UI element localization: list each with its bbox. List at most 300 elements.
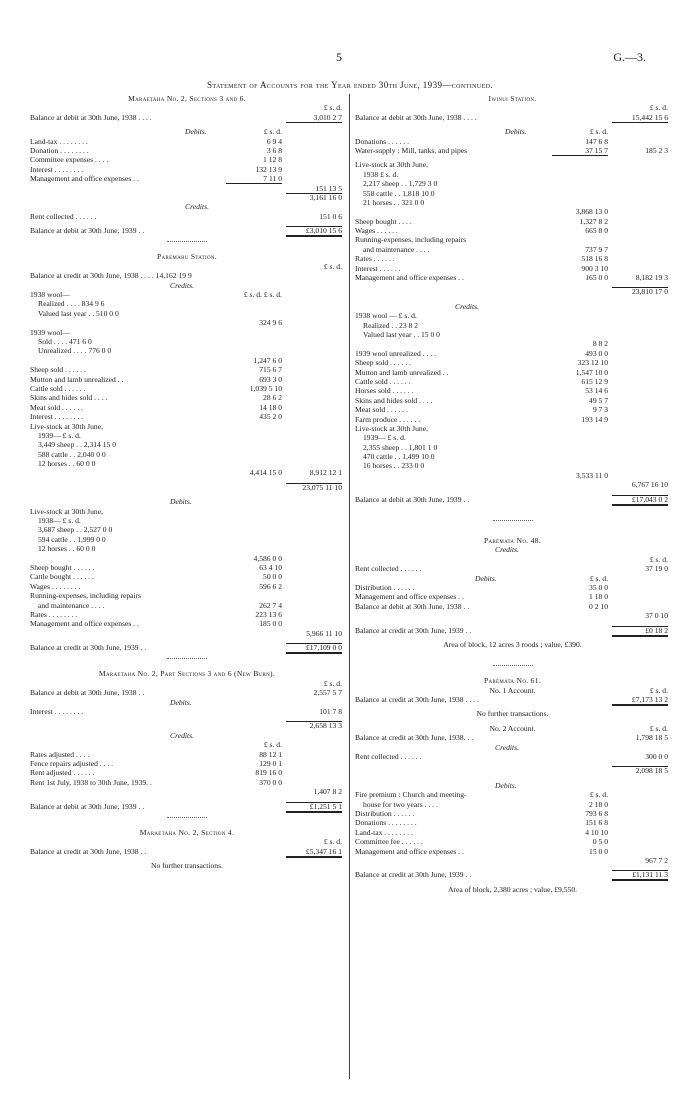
total-amount: 300 0 0 — [645, 752, 668, 762]
page-code: G.—3. — [613, 50, 646, 64]
ledger-row — [355, 127, 670, 136]
ledger-row — [355, 574, 670, 583]
total-amount: 185 2 3 — [645, 145, 668, 155]
ledger-row — [30, 174, 344, 183]
item-amount: 7 11 0 — [263, 174, 282, 184]
entry-label: Running-expenses, including repairs — [30, 591, 142, 601]
ledger-row — [355, 207, 670, 216]
ledger-row — [30, 356, 344, 365]
ledger-row — [355, 809, 670, 818]
item-amount: 1,547 10 0 — [575, 367, 608, 377]
entry-label: 558 cattle . . 1,818 10 0 — [363, 188, 435, 198]
ledger-row — [355, 828, 670, 837]
ledger-row — [355, 235, 670, 244]
total-amount: 101 7 8 — [319, 707, 342, 717]
item-amount: £ s. d. — [263, 127, 282, 137]
ledger-row — [30, 403, 344, 412]
item-amount: 737 9 7 — [585, 244, 608, 254]
item-amount: 324 9 6 — [259, 318, 282, 328]
item-amount: 4,586 0 0 — [253, 553, 282, 563]
account-heading: Maraetaha No. 2, Sections 3 and 6. — [128, 94, 246, 103]
ledger-row — [355, 405, 670, 414]
entry-label: Committee expenses . . . . — [30, 155, 109, 165]
total-amount: £0 18 2 — [645, 625, 668, 635]
ledger-row — [355, 837, 670, 846]
entry-label: Mutton and lamb unrealized . . — [30, 374, 124, 384]
double-rule — [286, 856, 342, 858]
ledger-row — [355, 179, 670, 188]
entry-label: 1938 wool— — [30, 290, 70, 300]
ledger-row — [355, 818, 670, 827]
ledger-row — [355, 396, 670, 405]
ledger-row — [30, 787, 344, 796]
double-rule — [612, 704, 668, 706]
ledger-row — [30, 516, 344, 525]
entry-label: Skins and hides sold . . . . — [30, 393, 108, 403]
item-amount: 665 8 0 — [585, 226, 608, 236]
item-amount: 3,533 11 0 — [576, 470, 608, 480]
ledger-row — [355, 189, 670, 198]
item-amount: 262 7 4 — [259, 600, 282, 610]
entry-label: Wages . . . . . . — [355, 226, 398, 236]
entry-label: 16 horses . . 233 0 0 — [363, 461, 425, 471]
ledger-row — [355, 386, 670, 395]
item-amount: 132 13 9 — [255, 164, 282, 174]
ledger-row — [355, 170, 670, 179]
entry-label: Sheep bought . . . . . . — [30, 562, 95, 572]
total-rule — [286, 122, 342, 123]
entry-label: Donations . . . . . . . . — [355, 818, 417, 828]
ledger-row — [30, 497, 344, 506]
ledger-row — [30, 507, 344, 516]
spacer — [355, 526, 670, 536]
total-rule — [286, 643, 342, 644]
ledger-row — [355, 330, 670, 339]
total-amount: 8,182 19 3 — [635, 273, 668, 283]
ledger-row — [30, 688, 344, 697]
item-amount: 151 6 8 — [585, 818, 608, 828]
ledger-row — [30, 629, 344, 638]
ledger-row — [30, 582, 344, 591]
total-amount: £ s. d. — [323, 103, 342, 113]
total-amount: 23,075 11 10 — [302, 482, 342, 492]
section-subheading: Debits. — [475, 573, 497, 583]
item-amount: £ s. d. — [589, 790, 608, 800]
entry-label: Distribution . . . . . . — [355, 809, 415, 818]
ledger-row — [355, 245, 670, 254]
ledger-row — [30, 554, 344, 563]
item-amount: 9 7 3 — [592, 405, 608, 415]
double-rule — [612, 635, 668, 637]
spacer — [355, 649, 670, 659]
total-rule — [612, 870, 668, 871]
ledger-row — [30, 184, 344, 193]
ledger-row — [355, 424, 670, 433]
item-amount: 165 0 0 — [585, 273, 608, 283]
total-amount: 3,161 16 0 — [309, 192, 342, 202]
double-rule — [612, 504, 668, 506]
section-subheading: Debits. — [170, 497, 192, 507]
entry-label: Donation . . . . . . . . — [30, 145, 89, 155]
ledger-row — [30, 384, 344, 393]
ledger-row — [30, 165, 344, 174]
ledger-row — [30, 731, 344, 740]
ledger-row — [355, 471, 670, 480]
section-subheading: Credits. — [170, 730, 194, 740]
ledger-row — [355, 349, 670, 358]
entry-label: Rent adjusted . . . . . . — [30, 768, 95, 778]
ledger-row — [30, 740, 344, 749]
entry-label: Management and office expenses . . — [30, 174, 139, 184]
entry-label: 594 cattle . . 1,999 0 0 — [38, 534, 106, 544]
item-amount: 37 15 7 — [585, 145, 608, 155]
item-amount: 1,247 6 0 — [253, 355, 282, 365]
total-rule — [612, 287, 668, 288]
ledger-row — [355, 480, 670, 489]
ledger-row — [30, 619, 344, 628]
entry-label: Live-stock at 30th June, — [30, 421, 103, 431]
statement-title: Statement of Accounts for the Year ended 30th June, 1939—continued. — [206, 80, 494, 90]
item-amount: 715 6 7 — [259, 365, 282, 375]
ledger-row — [30, 698, 344, 707]
ledger-row — [355, 311, 670, 320]
entry-label: Management and office expenses . . — [355, 273, 464, 283]
entry-label: Realized . . . . 834 9 6 — [38, 299, 105, 309]
entry-label: Cattle bought . . . . . . — [30, 572, 94, 582]
ledger-row — [30, 837, 344, 846]
ledger-row — [355, 461, 670, 470]
item-amount: 1,327 8 2 — [579, 216, 608, 226]
total-amount: 23,810 17 0 — [631, 287, 668, 297]
entry-label: Rent collected . . . . . . — [30, 211, 97, 221]
ledger-row — [30, 450, 344, 459]
ledger-row — [355, 443, 670, 452]
ledger-row — [30, 591, 344, 600]
ledger-row — [30, 271, 344, 280]
item-amount: 14 18 0 — [259, 402, 282, 412]
item-amount: 185 0 0 — [259, 619, 282, 629]
double-rule — [612, 879, 668, 881]
entry-label: Sheep sold . . . . . . — [30, 365, 86, 375]
entry-label: Distribution . . . . . . — [355, 582, 415, 592]
entry-label: and maintenance . . . . — [38, 600, 105, 610]
ledger-row — [30, 544, 344, 553]
entry-label: Farm produce . . . . . . — [355, 414, 421, 424]
ledger-row — [30, 750, 344, 759]
account-note: No. 1 Account. — [489, 685, 536, 695]
section-subheading: Debits. — [495, 780, 517, 790]
ledger-row — [30, 759, 344, 768]
entry-label: 2,355 sheep . . 1,801 1 0 — [363, 442, 438, 452]
total-amount: £17,043 0 2 — [631, 494, 668, 504]
section-subheading: Credits. — [185, 202, 209, 212]
total-amount: £1,131 11 3 — [632, 870, 668, 880]
item-amount: 49 5 7 — [589, 395, 608, 405]
left-column — [30, 94, 344, 871]
ledger-row — [355, 377, 670, 386]
entry-label: Balance at debit at 30th June, 1939 . . — [355, 494, 470, 504]
ledger-row — [30, 601, 344, 610]
ledger-row — [30, 281, 344, 290]
item-amount: £ s. d. — [589, 127, 608, 137]
currency-header: £ s. d. — [649, 724, 668, 734]
entry-label: 1939 wool— — [30, 327, 70, 337]
section-subheading: Debits. — [505, 127, 527, 137]
total-rule — [286, 226, 342, 227]
ledger-row — [355, 592, 670, 601]
section-separator — [30, 235, 344, 247]
ledger-row — [30, 155, 344, 164]
ledger-row — [30, 721, 344, 730]
ledger-row — [355, 452, 670, 461]
total-rule — [612, 766, 668, 767]
total-amount: £ s. d. — [649, 103, 668, 113]
item-amount: 0 5 0 — [592, 837, 608, 847]
page-number: 5 — [336, 50, 342, 64]
ledger-row — [30, 679, 344, 688]
ledger-row — [30, 137, 344, 146]
item-amount: 88 12 1 — [259, 749, 282, 759]
ledger-row — [30, 802, 344, 811]
item-amount: 4,414 15 0 — [249, 468, 282, 478]
item-amount: 129 0 1 — [259, 759, 282, 768]
entry-label: Cattle sold . . . . . . — [30, 383, 86, 393]
ledger-row — [30, 113, 344, 122]
ledger-row — [355, 781, 670, 790]
total-amount: 151 13 5 — [315, 183, 342, 193]
entry-label: Land-tax . . . . . . . . — [30, 136, 88, 146]
item-amount: 8 8 2 — [592, 339, 608, 349]
ledger-row — [355, 113, 670, 122]
item-amount: 900 3 10 — [581, 263, 608, 273]
ledger-row — [355, 273, 670, 282]
ledger-row — [355, 415, 670, 424]
account-note: No. 2 Account. — [489, 723, 536, 733]
ledger-row — [30, 202, 344, 211]
entry-label: Management and office expenses . . — [355, 592, 464, 602]
ledger-row — [30, 572, 344, 581]
ledger-row — [355, 103, 670, 112]
ledger-row — [355, 626, 670, 635]
item-amount: 63 4 10 — [259, 562, 282, 572]
ledger-row — [30, 337, 344, 346]
entry-label: 1938 £ s. d. — [363, 169, 399, 179]
entry-label: Rates . . . . . . — [355, 254, 395, 264]
ledger-row — [30, 346, 344, 355]
account-note: Area of block, 2,380 acres ; value, £9,550. — [447, 884, 578, 894]
item-amount: 819 16 0 — [255, 768, 282, 778]
entry-label: Rent collected . . . . . . — [355, 564, 422, 574]
ledger-row — [355, 495, 670, 504]
total-rule — [286, 483, 342, 484]
entry-label: Meat sold . . . . . . — [30, 402, 83, 412]
ledger-row — [30, 212, 344, 221]
section-subheading: Credits. — [455, 301, 479, 311]
ledger-row — [30, 127, 344, 136]
total-rule — [286, 193, 342, 194]
entry-label: Meat sold . . . . . . — [355, 405, 408, 415]
section-subheading: Debits. — [170, 697, 192, 707]
entry-label: Sheep sold . . . . . . — [355, 358, 411, 368]
ledger-row — [355, 302, 670, 311]
ledger-row — [30, 525, 344, 534]
entry-label: and maintenance . . . . — [363, 244, 430, 254]
total-amount: 8,912 12 1 — [309, 468, 342, 478]
ledger-row — [355, 611, 670, 620]
entry-label: Rent collected . . . . . . — [355, 752, 422, 762]
total-rule — [612, 122, 668, 123]
ledger-row — [30, 146, 344, 155]
right-column — [355, 94, 670, 894]
ledger-row — [355, 217, 670, 226]
entry-label: Rates . . . . . . . . — [30, 609, 78, 619]
section-subheading: Credits. — [495, 545, 519, 555]
entry-label: Donations . . . . . . — [355, 136, 409, 146]
ledger-row — [355, 146, 670, 155]
ledger-row — [30, 483, 344, 492]
ledger-row — [355, 254, 670, 263]
total-amount: £5,347 16 1 — [305, 846, 342, 856]
entry-label: Interest . . . . . . — [355, 263, 401, 273]
item-amount: 793 6 8 — [585, 809, 608, 818]
item-amount: 435 2 0 — [259, 412, 282, 422]
section-subheading: Debits. — [185, 127, 207, 137]
ledger-row — [355, 137, 670, 146]
ledger-row — [355, 743, 670, 752]
entry-label: 1938— £ s. d. — [38, 516, 81, 526]
ledger-row — [355, 545, 670, 554]
ledger-row — [30, 375, 344, 384]
item-amount: £ s. d. — [589, 573, 608, 583]
ledger-row — [30, 468, 344, 477]
entry-label: Fence repairs adjusted . . . . — [30, 759, 114, 768]
item-amount: 6 9 4 — [266, 136, 282, 146]
entry-label: Balance at debit at 30th June, 1938 . . . . — [30, 112, 152, 122]
section-separator — [355, 514, 670, 526]
total-rule — [286, 802, 342, 803]
ledger-row — [30, 193, 344, 202]
ledger-row — [355, 198, 670, 207]
section-separator — [30, 811, 344, 823]
ledger-row — [30, 610, 344, 619]
section-subheading: Credits. — [170, 280, 194, 290]
item-amount: 3,868 13 0 — [575, 207, 608, 217]
entry-label: 1938 wool — £ s. d. — [355, 311, 417, 321]
item-amount: 323 12 10 — [577, 358, 608, 368]
total-rule — [286, 721, 342, 722]
ledger-row — [30, 318, 344, 327]
ledger-row — [355, 433, 670, 442]
account-heading: Maraetaha No. 2, Section 4. — [139, 827, 235, 837]
ledger-row — [30, 412, 344, 421]
total-amount: £17,109 0 0 — [305, 643, 342, 653]
account-heading: Maraetaha No. 2, Part Sections 3 and 6 (New Burn). — [98, 669, 276, 679]
entry-label: Balance at credit at 30th June, 1938 . . . . — [355, 695, 479, 705]
item-amount: £ s. d. £ s. d. — [243, 290, 282, 300]
ledger-row — [355, 358, 670, 367]
entry-label: Realized . . 23 8 2 — [363, 320, 419, 330]
total-amount: £ s. d. — [323, 837, 342, 847]
entry-label: Management and office expenses . . — [355, 846, 464, 856]
entry-label: house for two years . . . . — [363, 799, 438, 809]
ledger-row — [355, 847, 670, 856]
ledger-row — [30, 299, 344, 308]
ledger-row — [355, 790, 670, 799]
ledger-row — [30, 768, 344, 777]
ledger-row — [355, 870, 670, 879]
ledger-row — [30, 290, 344, 299]
currency-header: £ s. d. — [649, 686, 668, 696]
entry-label: Interest . . . . . . . . — [30, 164, 84, 174]
ledger-row — [355, 583, 670, 592]
entry-label: 21 horses . . 321 0 0 — [363, 197, 425, 207]
entry-label: 2,217 sheep . . 1,729 3 0 — [363, 179, 438, 189]
entry-label: Running-expenses, including repairs — [355, 235, 467, 245]
account-note: Area of block, 12 acres 3 roods ; value, £390. — [443, 639, 582, 649]
item-amount: 147 6 8 — [585, 136, 608, 146]
total-amount: 5,966 11 10 — [306, 628, 342, 638]
item-amount: 3 6 8 — [266, 145, 282, 155]
total-amount: £3,010 15 6 — [305, 226, 342, 236]
item-amount: 693 3 0 — [259, 374, 282, 384]
account-heading: Parémata No. 61. — [483, 676, 542, 686]
entry-label: Horses sold . . . . . . — [355, 386, 414, 396]
entry-label: Balance at credit at 30th June, 1938 . . . . 14,162 19 9 — [30, 271, 192, 281]
total-amount: £1,251 5 1 — [309, 801, 342, 811]
entry-label: Sheep bought . . . . — [355, 216, 412, 226]
total-amount: 1,798 18 5 — [635, 733, 668, 743]
account-note: No further transactions. — [151, 861, 223, 871]
account-heading: Parémata No. 48. — [483, 536, 542, 546]
ledger-row — [30, 422, 344, 431]
ledger-row — [30, 535, 344, 544]
entry-label: Mutton and lamb unrealized . . — [355, 367, 449, 377]
entry-label: Balance at credit at 30th June, 1938. . . — [355, 733, 474, 743]
ledger-row — [355, 368, 670, 377]
ledger-row — [355, 766, 670, 775]
entry-label: Sold . . . . 471 6 0 — [38, 336, 92, 346]
account-heading: Paremaru Station. — [157, 252, 217, 262]
entry-label: Balance at credit at 30th June, 1939 . . — [30, 643, 147, 653]
item-amount: 0 2 10 — [589, 601, 608, 611]
total-amount: 2,658 13 3 — [309, 721, 342, 731]
entry-label: 1939 wool unrealized . . . . — [355, 348, 436, 358]
entry-label: Valued last year . . 15 0 0 — [363, 329, 440, 339]
total-amount: £ s. d. — [323, 261, 342, 271]
entry-label: Management and office expenses . . — [30, 619, 139, 629]
entry-label: Live-stock at 30th June, — [355, 423, 428, 433]
item-amount: 193 14 9 — [581, 414, 608, 424]
total-amount: 15,442 15 6 — [631, 112, 668, 122]
ledger-row — [30, 643, 344, 652]
ledger-row — [355, 339, 670, 348]
total-amount: 967 7 2 — [645, 855, 668, 865]
ledger-row — [355, 602, 670, 611]
item-amount: 1 12 8 — [263, 155, 282, 165]
entry-label: 12 horses . . 60 0 0 — [38, 544, 96, 554]
entry-label: Balance at debit at 30th June, 1939 . . — [30, 226, 145, 236]
entry-label: 1939— £ s. d. — [363, 433, 406, 443]
ledger-row — [30, 563, 344, 572]
total-amount: 37 0 10 — [645, 611, 668, 621]
entry-label: Interest . . . . . . . . — [30, 707, 84, 717]
entry-label: Cattle sold . . . . . . — [355, 376, 411, 386]
section-separator — [30, 652, 344, 664]
section-separator — [355, 659, 670, 671]
ledger-row — [30, 431, 344, 440]
item-amount: 615 12 9 — [581, 376, 608, 386]
entry-label: Unrealized . . . . 776 0 0 — [38, 346, 112, 356]
